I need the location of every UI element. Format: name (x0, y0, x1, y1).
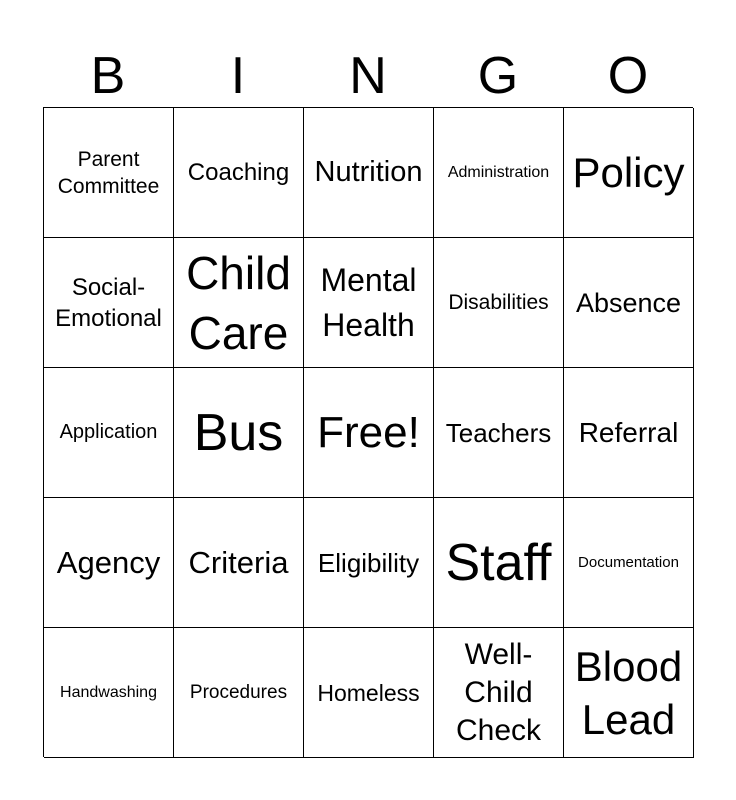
header-letter-n: N (349, 47, 387, 105)
cell-label: Social- Emotional (55, 273, 162, 332)
header-letter-b: B (90, 47, 126, 105)
bingo-cell-r0-c2[interactable] (304, 108, 434, 238)
bingo-cell-r0-c1[interactable] (174, 108, 304, 238)
cell-label: Free! (317, 408, 420, 457)
cell-label: Bus (193, 403, 284, 462)
cell-label: Referral (578, 416, 679, 448)
cell-label: Handwashing (60, 683, 157, 701)
header-letter-g: G (477, 47, 519, 105)
bingo-cell-r1-c4[interactable] (564, 238, 694, 368)
bingo-cell-r1-c2[interactable] (304, 238, 434, 368)
bingo-cell-r3-c1[interactable] (174, 498, 304, 628)
cell-label: Procedures (189, 682, 288, 703)
bingo-cell-r0-c0[interactable] (44, 108, 174, 238)
cell-label: Documentation (578, 553, 679, 571)
bingo-cell-r2-c2[interactable] (304, 368, 434, 498)
bingo-cell-r3-c4[interactable] (564, 498, 694, 628)
cell-label: Agency (56, 545, 161, 580)
cell-label: Well- Child Check (455, 637, 542, 747)
cell-label: Absence (575, 287, 682, 318)
cell-label: Staff (445, 533, 552, 592)
bingo-cell-r3-c0[interactable] (44, 498, 174, 628)
cell-label: Eligibility (317, 547, 420, 578)
bingo-cell-r4-c0[interactable] (44, 628, 174, 758)
bingo-cell-r2-c0[interactable] (44, 368, 174, 498)
cell-label: Criteria (188, 545, 289, 580)
cell-label: Homeless (317, 679, 420, 706)
bingo-header (43, 46, 693, 106)
bingo-cell-r4-c4[interactable] (564, 628, 694, 758)
header-letter-o: O (607, 47, 649, 105)
cell-label: Coaching (187, 158, 290, 186)
bingo-cell-r0-c4[interactable] (564, 108, 694, 238)
bingo-cell-r4-c1[interactable] (174, 628, 304, 758)
bingo-cell-r1-c1[interactable] (174, 238, 304, 368)
bingo-board (43, 107, 693, 757)
bingo-cell-r3-c3[interactable] (434, 498, 564, 628)
cell-label: Policy (572, 149, 685, 196)
cell-label: Application (59, 421, 158, 443)
bingo-cell-r4-c3[interactable] (434, 628, 564, 758)
cell-label: Blood Lead (574, 642, 683, 743)
header-letter-i: I (230, 47, 246, 105)
cell-label: Parent Committee (57, 147, 160, 198)
bingo-cell-r1-c0[interactable] (44, 238, 174, 368)
cell-label: Administration (447, 163, 550, 181)
cell-label: Teachers (445, 417, 552, 448)
bingo-cell-r2-c3[interactable] (434, 368, 564, 498)
cell-label: Child Care (186, 246, 291, 359)
cell-label: Nutrition (314, 156, 423, 188)
bingo-cell-r4-c2[interactable] (304, 628, 434, 758)
bingo-cell-r0-c3[interactable] (434, 108, 564, 238)
bingo-cell-r2-c4[interactable] (564, 368, 694, 498)
cell-label: Disabilities (448, 291, 549, 314)
bingo-cell-r3-c2[interactable] (304, 498, 434, 628)
bingo-cell-r1-c3[interactable] (434, 238, 564, 368)
bingo-cell-r2-c1[interactable] (174, 368, 304, 498)
cell-label: Mental Health (320, 261, 417, 343)
